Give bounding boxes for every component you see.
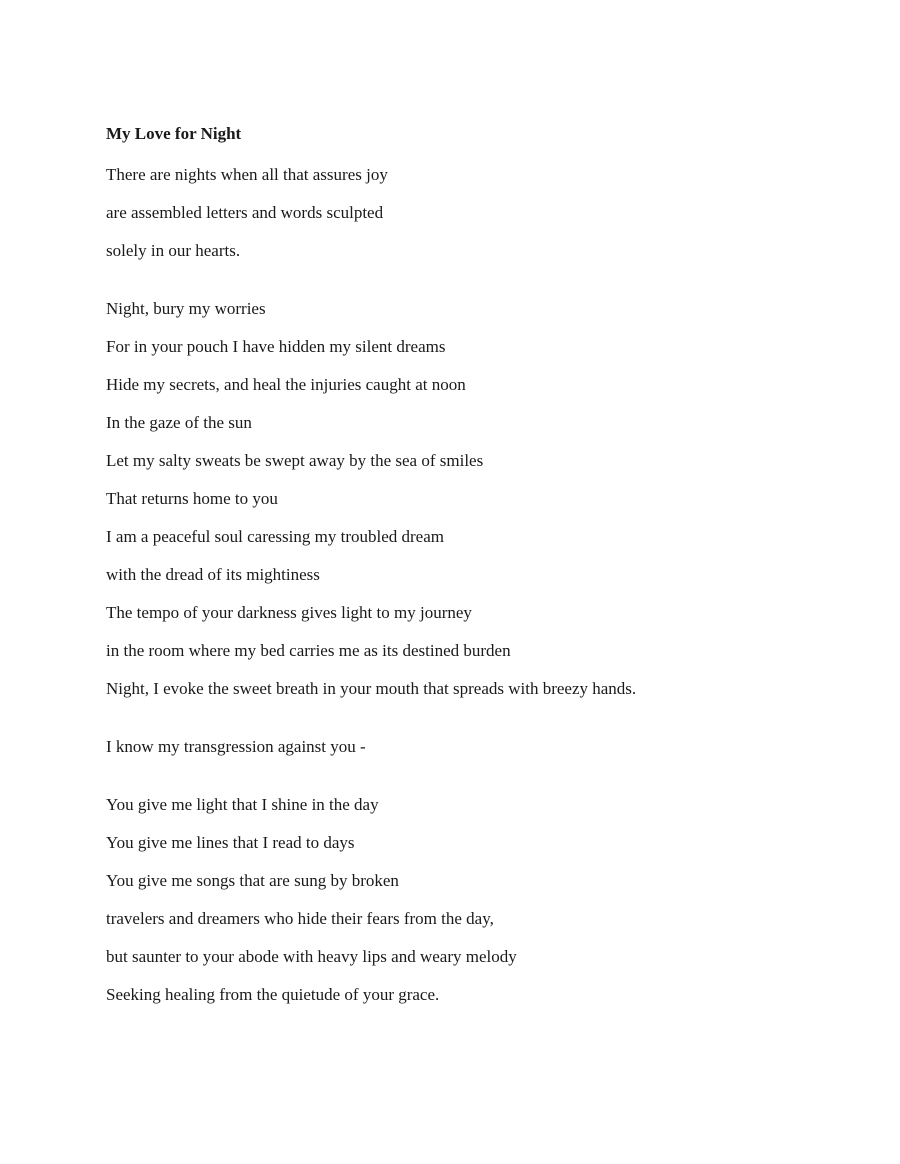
poem [106, 123, 846, 1043]
poem-line: In the gaze of the sun [106, 413, 252, 432]
poem-line: You give me light that I shine in the day [106, 795, 379, 814]
stanza-1 [106, 165, 846, 261]
poem-line: are assembled letters and words sculpted [106, 203, 384, 222]
stanza-3 [106, 737, 846, 757]
poem-line: I am a peaceful soul caressing my troubled dream [106, 527, 444, 546]
poem-line: travelers and dreamers who hide their fears from the day, [106, 909, 494, 928]
poem-line: For in your pouch I have hidden my silent dreams [106, 337, 446, 356]
poem-line: You give me lines that I read to days [106, 833, 355, 852]
poem-line: with the dread of its mightiness [106, 565, 320, 584]
poem-line: Let my salty sweats be swept away by the sea of smiles [106, 451, 484, 470]
poem-title: My Love for Night [106, 124, 242, 143]
poem-line: That returns home to you [106, 489, 278, 508]
poem-line: in the room where my bed carries me as its destined burden [106, 641, 511, 660]
poem-line: I know my transgression against you - [106, 737, 366, 756]
poem-line: Seeking healing from the quietude of your grace. [106, 985, 440, 1004]
stanza-2 [106, 299, 846, 699]
poem-line: Night, bury my worries [106, 299, 266, 318]
poem-line: There are nights when all that assures joy [106, 165, 388, 184]
poem-line: You give me songs that are sung by broken [106, 871, 399, 890]
poem-line: Night, I evoke the sweet breath in your mouth that spreads with breezy hands. [106, 679, 637, 698]
stanza-4 [106, 795, 846, 1005]
poem-line: The tempo of your darkness gives light to my journey [106, 603, 472, 622]
poem-line: Hide my secrets, and heal the injuries caught at noon [106, 375, 466, 394]
poem-line: but saunter to your abode with heavy lips and weary melody [106, 947, 517, 966]
poem-line: solely in our hearts. [106, 241, 241, 260]
